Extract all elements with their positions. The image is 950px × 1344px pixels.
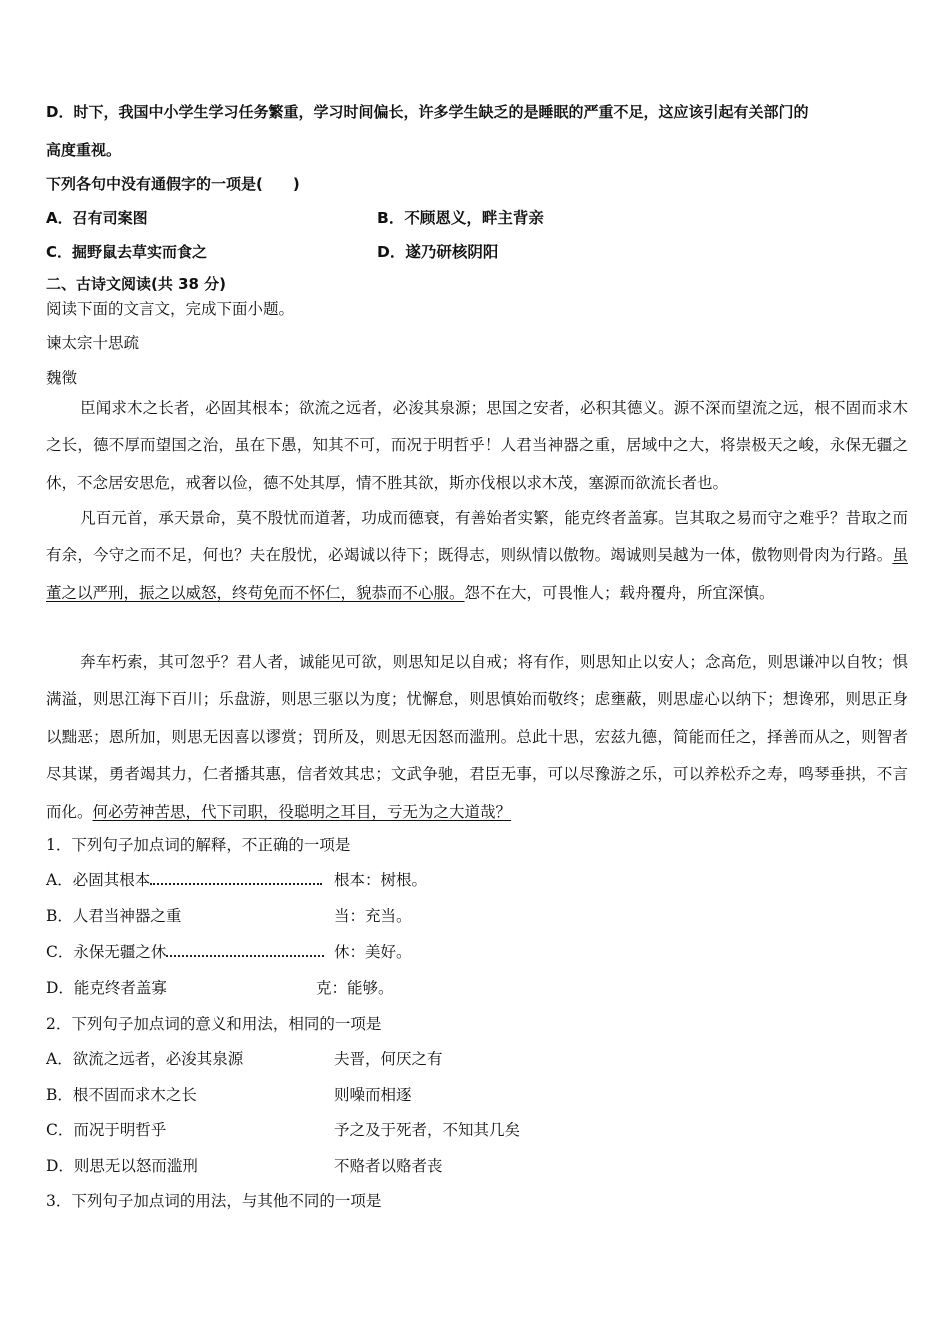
tongjia-option-b: B．不顾恩义，畔主背亲 (377, 209, 544, 227)
tongjia-question-stem: 下列各句中没有通假字的一项是( ) (46, 175, 300, 193)
q1-stem: 1．下列句子加点词的解释，不正确的一项是 (46, 836, 351, 854)
passage-paragraph-2 (46, 500, 908, 612)
tongjia-option-d: D．遂乃研核阴阳 (377, 243, 499, 261)
tongjia-option-a: A．召有司案图 (46, 209, 148, 227)
q1-option-b-right: 当：充当。 (334, 907, 412, 925)
passage-paragraph-2-tail: 怨不在大，可畏惟人；载舟覆舟，所宜深慎。 (464, 583, 775, 602)
q1-option-c-right: 休：美好。 (334, 943, 412, 961)
underlined-sentence-1: 虽董之以严刑，振之以威怒，终苟免而不怀仁，貌恭而不心服。 (46, 546, 908, 602)
text-author: 魏徵 (46, 369, 78, 387)
q1-option-c-left: C．永保无疆之休 (46, 943, 167, 961)
q2-option-a-right: 夫晋，何厌之有 (334, 1050, 443, 1068)
q2-option-c-right: 予之及于死者，不知其几矣 (334, 1121, 521, 1139)
passage-paragraph-1-text: 臣闻求木之长者，必固其根本；欲流之远者，必浚其泉源；思国之安者，必积其德义。源不深而望流之远，根不固而求木之长，德不厚而望国之治，虽在下愚，知其不可，而况于明哲乎！人君当神器之重，居域中之大，将崇极天之峻，永保无疆之休，不念居安思危，戒奢以俭，德不处其厚，情不胜其欲，斯亦伐根以求木茂，塞源而欲流长者也。 (46, 399, 908, 492)
q1-option-b-left: B．人君当神器之重 (46, 907, 182, 925)
q1-option-d-right: 克：能够。 (316, 979, 394, 997)
q2-option-b-left: B．根不固而求木之长 (46, 1086, 197, 1104)
q1-option-c (46, 942, 324, 962)
q2-option-d-left: D．则思无以怒而滥刑 (46, 1157, 198, 1175)
q2-option-d-right: 不赂者以赂者丧 (334, 1157, 443, 1175)
q2-stem: 2．下列句子加点词的意义和用法，相同的一项是 (46, 1015, 382, 1033)
prev-option-d-line2: 高度重视。 (46, 141, 122, 159)
q1-option-d-left: D．能克终者盖寡 (46, 979, 167, 997)
q3-stem: 3．下列句子加点词的用法，与其他不同的一项是 (46, 1192, 382, 1210)
passage-paragraph-3-text: 奔车朽索，其可忽乎？君人者，诚能见可欲，则思知足以自戒；将有作，则思知止以安人；念高危，则思谦冲以自牧；惧满溢，则思江海下百川；乐盘游，则思三驱以为度；忧懈怠，则思慎始而敬终；虑壅蔽，则思虚心以纳下；想谗邪，则思正身以黜恶；恩所加，则思无因喜以谬赏；罚所及，则思无因怒而滥刑。总此十思，宏兹九德，简能而任之，择善而从之，则智者尽其谋，勇者竭其力，仁者播其惠，信者效其忠；文武争驰，君臣无事，可以尽豫游之乐，可以养松乔之寿，鸣琴垂拱，不言而化。 (46, 653, 908, 821)
section-title: 二、古诗文阅读(共 38 分) (46, 275, 227, 293)
passage-paragraph-2-text: 凡百元首，承天景命，莫不殷忧而道著，功成而德衰，有善始者实繁，能克终者盖寡。岂其取之易而守之难乎？昔取之而有余，今守之而不足，何也？夫在殷忧，必竭诚以待下；既得志，则纵情以傲物。竭诚则吴越为一体，傲物则骨肉为行路。 (46, 509, 908, 565)
passage-paragraph-3 (46, 644, 908, 831)
q2-option-a-left: A．欲流之远者，必浚其泉源 (46, 1050, 244, 1068)
prev-option-d-line1: D．时下，我国中小学生学习任务繁重，学习时间偏长，许多学生缺乏的是睡眠的严重不足，这应该引起有关部门的 (46, 103, 809, 121)
q1-option-a (46, 870, 322, 890)
dotted-leader (150, 871, 322, 885)
tongjia-option-c: C．掘野鼠去草实而食之 (46, 243, 208, 261)
q2-option-c-left: C．而况于明哲乎 (46, 1121, 167, 1139)
section-instruction: 阅读下面的文言文，完成下面小题。 (46, 300, 295, 318)
underlined-sentence-2: 何必劳神苦思，代下司职，役聪明之耳目，亏无为之大道哉？ (92, 802, 512, 821)
q2-option-b-right: 则噪而相逐 (334, 1086, 412, 1104)
passage-paragraph-1 (46, 390, 908, 502)
q1-option-a-left: A．必固其根本 (46, 871, 151, 889)
text-title: 谏太宗十思疏 (46, 334, 140, 352)
q1-option-a-right: 根本：树根。 (334, 871, 428, 889)
dotted-leader (166, 943, 324, 957)
